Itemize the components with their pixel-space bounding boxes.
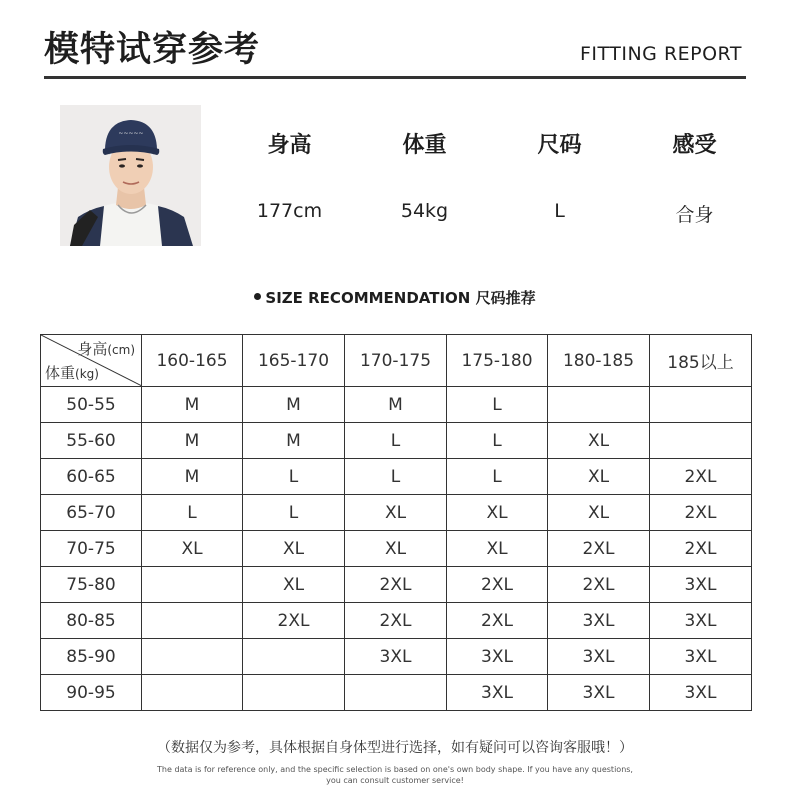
size-cell: 3XL bbox=[650, 603, 752, 639]
size-cell: L bbox=[447, 387, 548, 423]
disclaimer-en-line2: you can consult customer service! bbox=[326, 776, 464, 785]
table-row bbox=[41, 603, 752, 639]
size-cell: 3XL bbox=[345, 639, 447, 675]
size-cell: M bbox=[142, 423, 243, 459]
size-cell: XL bbox=[243, 567, 345, 603]
weight-label: 体重 bbox=[402, 133, 447, 158]
size-cell: L bbox=[447, 423, 548, 459]
model-info bbox=[222, 128, 762, 238]
row-header: 85-90 bbox=[41, 639, 142, 675]
size-cell: XL bbox=[447, 531, 548, 567]
fit-value: 合身 bbox=[675, 204, 714, 226]
section-title-text: SIZE RECOMMENDATION 尺码推荐 bbox=[265, 289, 536, 307]
row-header: 90-95 bbox=[41, 675, 142, 711]
size-cell: 2XL bbox=[548, 567, 650, 603]
table-row bbox=[41, 387, 752, 423]
column-header: 160-165 bbox=[142, 335, 243, 387]
size-cell: M bbox=[345, 387, 447, 423]
table-row bbox=[41, 567, 752, 603]
size-cell: 3XL bbox=[447, 675, 548, 711]
fit-label: 感受 bbox=[672, 133, 717, 158]
column-header: 175-180 bbox=[447, 335, 548, 387]
size-cell: L bbox=[447, 459, 548, 495]
size-cell bbox=[142, 567, 243, 603]
disclaimer-cn: （数据仅为参考，具体根据自身体型进行选择，如有疑问可以咨询客服哦！） bbox=[157, 740, 633, 756]
column-header: 180-185 bbox=[548, 335, 650, 387]
size-cell bbox=[243, 675, 345, 711]
row-header: 80-85 bbox=[41, 603, 142, 639]
size-cell: L bbox=[345, 423, 447, 459]
size-label: 尺码 bbox=[537, 133, 582, 158]
size-cell: 2XL bbox=[345, 603, 447, 639]
size-cell: 3XL bbox=[650, 567, 752, 603]
size-cell: L bbox=[142, 495, 243, 531]
size-cell: 3XL bbox=[548, 603, 650, 639]
page-title: 模特试穿参考 bbox=[44, 30, 261, 70]
svg-text:~~~~~: ~~~~~ bbox=[118, 130, 144, 137]
page-subtitle: FITTING REPORT bbox=[579, 43, 742, 65]
size-cell bbox=[345, 675, 447, 711]
size-cell: XL bbox=[345, 531, 447, 567]
table-row bbox=[41, 639, 752, 675]
size-cell: 3XL bbox=[447, 639, 548, 675]
size-cell bbox=[650, 423, 752, 459]
size-cell: 2XL bbox=[243, 603, 345, 639]
size-cell: XL bbox=[548, 459, 650, 495]
corner-height-label: 身高(cm) bbox=[77, 340, 135, 358]
size-cell: L bbox=[243, 495, 345, 531]
size-cell: 2XL bbox=[650, 459, 752, 495]
size-cell: M bbox=[142, 459, 243, 495]
bullet-icon bbox=[254, 293, 261, 300]
size-cell bbox=[142, 675, 243, 711]
corner-cell bbox=[41, 335, 142, 387]
table-row bbox=[41, 495, 752, 531]
model-photo bbox=[60, 105, 201, 246]
row-header: 60-65 bbox=[41, 459, 142, 495]
section-title bbox=[0, 287, 790, 308]
size-cell: 3XL bbox=[650, 675, 752, 711]
row-header: 70-75 bbox=[41, 531, 142, 567]
table-header-row bbox=[41, 335, 752, 387]
size-cell: XL bbox=[447, 495, 548, 531]
column-header: 185以上 bbox=[650, 335, 752, 387]
height-label: 身高 bbox=[267, 133, 312, 158]
size-cell bbox=[243, 639, 345, 675]
size-cell: M bbox=[243, 423, 345, 459]
row-header: 75-80 bbox=[41, 567, 142, 603]
size-cell bbox=[548, 387, 650, 423]
row-header: 55-60 bbox=[41, 423, 142, 459]
size-cell: XL bbox=[548, 495, 650, 531]
table-row bbox=[41, 531, 752, 567]
table-row bbox=[41, 459, 752, 495]
table-row bbox=[41, 675, 752, 711]
disclaimer-en bbox=[0, 764, 790, 786]
size-cell: 2XL bbox=[650, 495, 752, 531]
height-value: 177cm bbox=[256, 200, 323, 222]
size-cell: L bbox=[345, 459, 447, 495]
size-chart-table bbox=[40, 334, 752, 711]
size-cell: L bbox=[243, 459, 345, 495]
size-cell: XL bbox=[345, 495, 447, 531]
size-cell: 2XL bbox=[345, 567, 447, 603]
size-cell bbox=[142, 639, 243, 675]
size-value: L bbox=[554, 200, 565, 222]
size-cell: XL bbox=[243, 531, 345, 567]
size-cell: 3XL bbox=[548, 675, 650, 711]
size-cell: 2XL bbox=[447, 567, 548, 603]
size-cell: 3XL bbox=[548, 639, 650, 675]
size-cell: 2XL bbox=[447, 603, 548, 639]
row-header: 50-55 bbox=[41, 387, 142, 423]
size-cell: 2XL bbox=[650, 531, 752, 567]
size-cell: M bbox=[243, 387, 345, 423]
size-cell: M bbox=[142, 387, 243, 423]
corner-weight-label: 体重(kg) bbox=[45, 364, 99, 382]
size-cell bbox=[142, 603, 243, 639]
size-cell: 2XL bbox=[548, 531, 650, 567]
disclaimer-en-line1: The data is for reference only, and the specific selection is based on one's own body shape. If you have any questions, bbox=[157, 765, 633, 774]
table-row bbox=[41, 423, 752, 459]
size-cell: XL bbox=[548, 423, 650, 459]
row-header: 65-70 bbox=[41, 495, 142, 531]
column-header: 170-175 bbox=[345, 335, 447, 387]
title-divider bbox=[44, 76, 746, 79]
size-cell: XL bbox=[142, 531, 243, 567]
size-cell bbox=[650, 387, 752, 423]
size-cell: 3XL bbox=[650, 639, 752, 675]
column-header: 165-170 bbox=[243, 335, 345, 387]
weight-value: 54kg bbox=[400, 200, 449, 222]
